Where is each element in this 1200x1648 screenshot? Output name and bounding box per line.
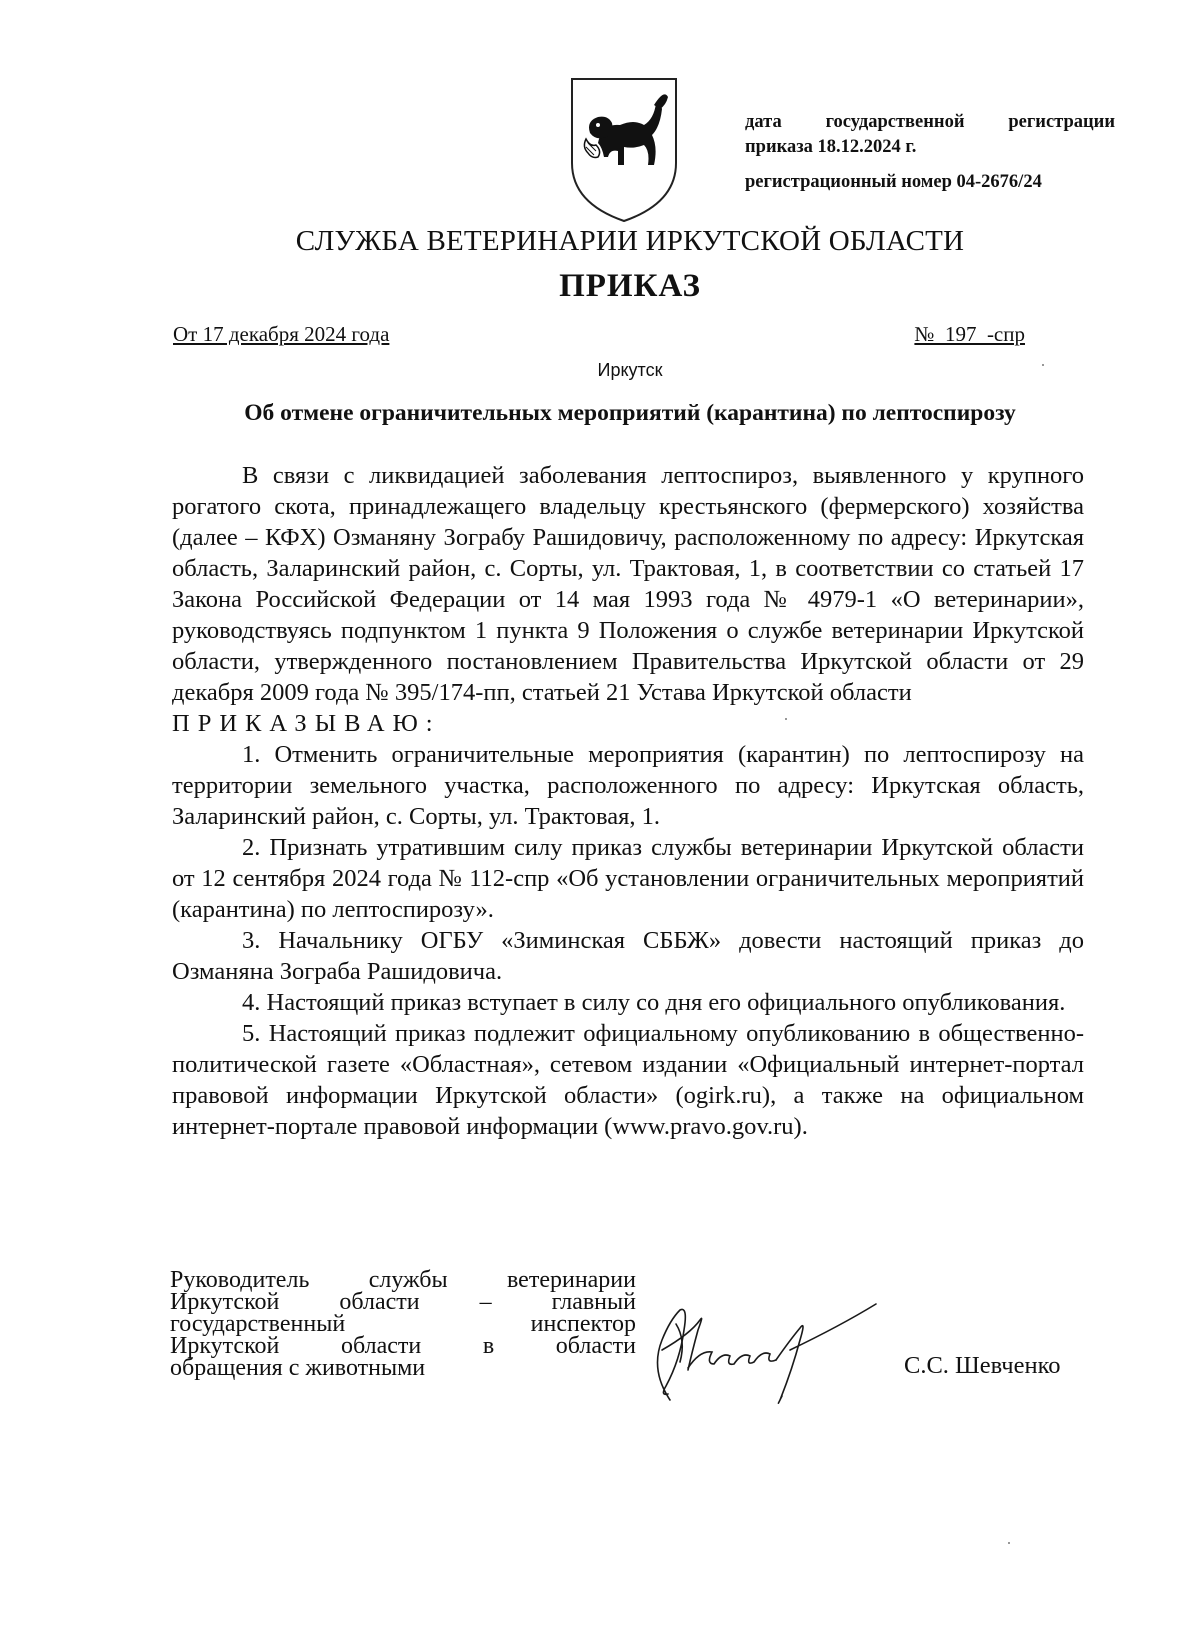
preamble-paragraph: В связи с ликвидацией заболевания лептоспироз, выявленного у крупного рогатого скота, принадлежащего владельцу крестьянского (фермерского) хозяйства (далее – КФХ) Озманяну Зограбу Рашидовичу, расположенному по адресу: Иркутская область, Заларинский район, с. Сорты, ул. Трактовая, 1, в соответствии со статьей 17 Закона Российской Федерации от 14 мая 1993 года № 4979-1 «О ветеринарии», руководствуясь подпунктом 1 пункта 9 Положения о службе ветеринарии Иркутской области, утвержденного постановлением Правительства Иркутской области от 29 декабря 2009 года № 395/174-пп, статьей 21 Устава Иркутской области xyxy=(172,462,1084,706)
agency-name: СЛУЖБА ВЕТЕРИНАРИИ ИРКУТСКОЙ ОБЛАСТИ xyxy=(295,225,965,257)
order-item: 2. Признать утратившим силу приказ службы ветеринарии Иркутской области от 12 сентября 2024 года № 112-спр «Об установлении ограничительных мероприятий (карантина) по лептоспирозу». xyxy=(172,834,1084,923)
order-item: 5. Настоящий приказ подлежит официальному опубликованию в общественно-политической газете «Областная», сетевом издании «Официальный интернет-портал правовой информации Иркутской области» (ogirk.ru), а также на официальном интернет-портале правовой информации (www.pravo.gov.ru). xyxy=(172,1020,1084,1140)
registration-word: дата xyxy=(745,112,782,132)
signatory-position-line: государственный инспектор xyxy=(170,1311,636,1337)
signatory-name: С.С. Шевченко xyxy=(904,1352,1061,1379)
registration-line-2: приказа 18.12.2024 г. xyxy=(745,137,917,157)
document-title: Об отмене ограничительных мероприятий (карантина) по лептоспирозу xyxy=(244,400,1016,426)
registration-info xyxy=(745,110,1115,195)
scan-speck xyxy=(785,718,787,720)
registration-word: регистрации xyxy=(1008,112,1115,132)
document-number: № 197 -спр xyxy=(914,322,1025,346)
order-item: 4. Настоящий приказ вступает в силу со дня его официального опубликования. xyxy=(242,989,1066,1016)
signatory-position-line: Иркутской области в области xyxy=(170,1333,636,1359)
document-date: От 17 декабря 2024 года xyxy=(173,322,390,346)
signature-icon xyxy=(640,1290,900,1410)
registration-word: государственной xyxy=(825,112,965,132)
scan-speck xyxy=(1042,364,1044,366)
order-item: 3. Начальнику ОГБУ «Зиминская СББЖ» довести настоящий приказ до Озманяна Зограба Рашидовича. xyxy=(172,927,1084,985)
registration-number: регистрационный номер 04-2676/24 xyxy=(745,172,1042,192)
document-body xyxy=(172,460,1084,1142)
registration-line-1 xyxy=(745,110,1115,135)
order-item: 1. Отменить ограничительные мероприятия (карантин) по лептоспирозу на территории земельного участка, расположенного по адресу: Иркутская область, Заларинский район, с. Сорты, ул. Трактовая, 1. xyxy=(172,741,1084,830)
coat-of-arms-icon xyxy=(568,75,680,225)
signatory-position-line: Руководитель службы ветеринарии xyxy=(170,1267,636,1293)
order-word: ПРИКАЗЫВАЮ: xyxy=(172,710,441,737)
document-type: ПРИКАЗ xyxy=(559,268,701,304)
signatory-position-line: обращения с животными xyxy=(170,1355,426,1381)
signatory-position xyxy=(170,1269,636,1379)
scan-speck xyxy=(1008,1542,1010,1544)
document-city: Иркутск xyxy=(597,360,663,380)
signatory-position-line: Иркутской области – главный xyxy=(170,1289,636,1315)
